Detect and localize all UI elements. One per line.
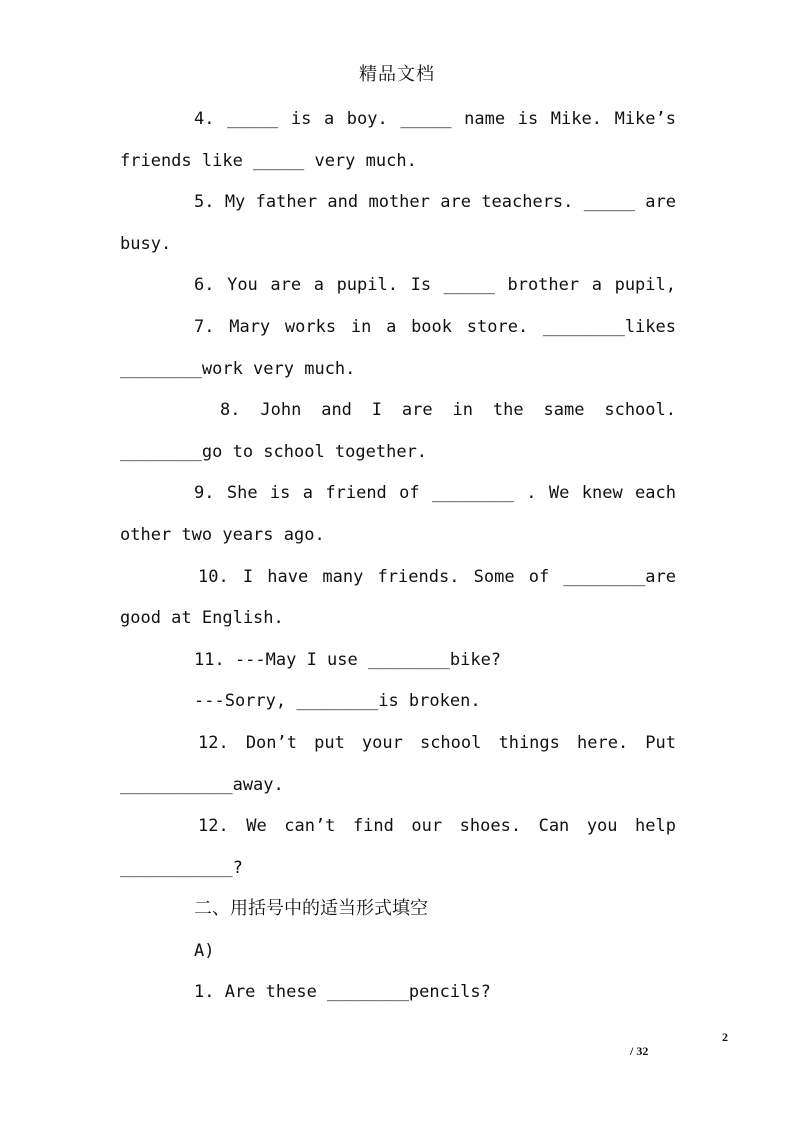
page-total: / 32 <box>630 1044 649 1058</box>
line-q11-a: 11. ---May I use ________bike? <box>194 649 502 670</box>
line-q12b-a: 12. We can’t find our shoes. Can you help <box>198 816 676 837</box>
line-q4-b: friends like _____ very much. <box>120 150 417 171</box>
line-q12-a: 12. Don’t put your school things here. Put <box>198 732 676 753</box>
line-q12-b: ___________away. <box>120 774 284 795</box>
line-q8-a: 8. John and I are in the same school. <box>220 400 676 421</box>
line-a1: 1. Are these ________pencils? <box>194 982 491 1003</box>
document-body <box>120 102 676 1017</box>
page-header-title: 精品文档 <box>359 64 435 85</box>
line-q4-a: 4. _____ is a boy. _____ name is Mike. Mike’s <box>194 109 676 129</box>
line-q11-b: ---Sorry, ________is broken. <box>194 691 481 712</box>
line-q9-a: 9. She is a friend of ________ . We knew each <box>194 483 676 504</box>
section-heading: 二、用括号中的适当形式填空 <box>194 898 428 920</box>
line-q6: 6. You are a pupil. Is _____ brother a pupil, <box>194 275 676 296</box>
line-q12b-b: ___________? <box>120 857 243 878</box>
line-q5-a: 5. My father and mother are teachers. _____ are <box>194 192 676 213</box>
subsection-label: A) <box>194 940 215 961</box>
line-q5-b: busy. <box>120 233 172 254</box>
line-q9-b: other two years ago. <box>120 524 325 545</box>
line-q10-b: good at English. <box>120 608 284 629</box>
line-q8-b: ________go to school together. <box>120 441 428 462</box>
line-q7-a: 7. Mary works in a book store. ________likes <box>194 316 676 337</box>
line-q10-a: 10. I have many friends. Some of ________are <box>198 566 676 587</box>
line-q7-b: ________work very much. <box>120 358 356 379</box>
page-number: 2 <box>722 1030 728 1044</box>
